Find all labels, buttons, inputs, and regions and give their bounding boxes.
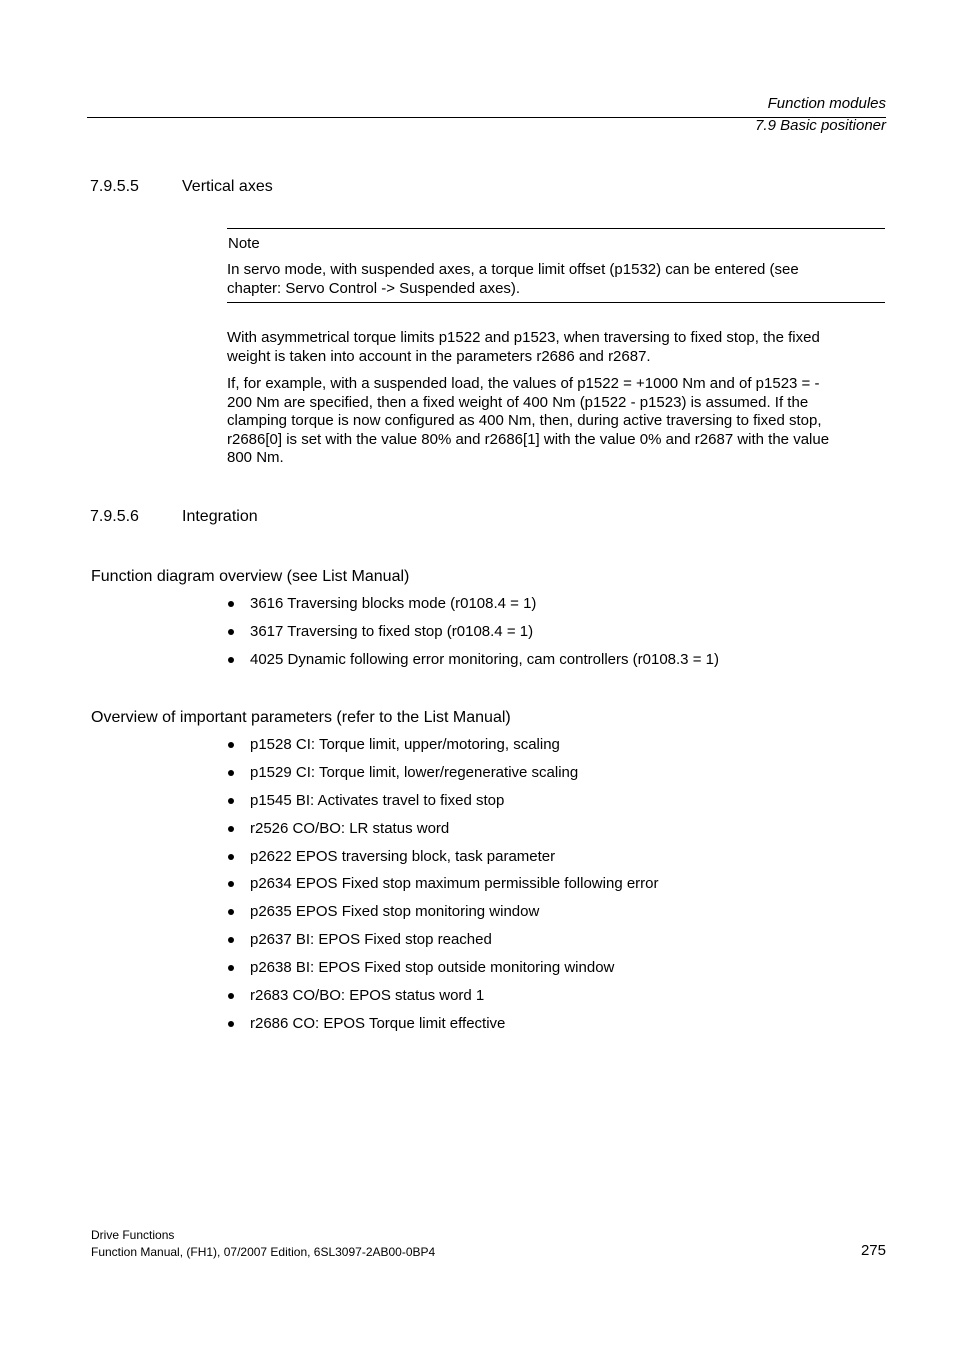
note-bottom-rule — [227, 302, 885, 303]
parameters-list — [227, 736, 659, 1043]
note-top-rule — [227, 228, 885, 229]
paragraph-line: With asymmetrical torque limits p1522 and p1523, when traversing to fixed stop, the fixed — [227, 329, 820, 346]
running-header-section: 7.9 Basic positioner — [755, 117, 886, 134]
list-item: p2622 EPOS traversing block, task parameter — [227, 848, 659, 876]
list-item: p1529 CI: Torque limit, lower/regenerative scaling — [227, 764, 659, 792]
list-item: p1528 CI: Torque limit, upper/motoring, scaling — [227, 736, 659, 764]
paragraph-line: 200 Nm are specified, then a fixed weight of 400 Nm (p1522 - p1523) is assumed. If the — [227, 393, 809, 411]
page-footer — [91, 1227, 435, 1260]
paragraph-line: 800 Nm. — [227, 449, 284, 466]
paragraph-line: r2686[0] is set with the value 80% and r2686[1] with the value 0% and r2687 with the value — [227, 430, 830, 448]
note-label: Note — [228, 235, 260, 252]
parameters-heading: Overview of important parameters (refer to the List Manual) — [91, 709, 511, 726]
list-item: p2634 EPOS Fixed stop maximum permissible following error — [227, 875, 659, 903]
section-number-integration: 7.9.5.6 — [90, 508, 139, 525]
list-item: 3616 Traversing blocks mode (r0108.4 = 1) — [227, 595, 719, 623]
paragraph-line: weight is taken into account in the parameters r2686 and r2687. — [227, 347, 651, 365]
list-item: r2686 CO: EPOS Torque limit effective — [227, 1015, 659, 1043]
footer-product: Drive Functions — [91, 1228, 175, 1242]
list-item: 3617 Traversing to fixed stop (r0108.4 = 1) — [227, 623, 719, 651]
list-item: p2638 BI: EPOS Fixed stop outside monitoring window — [227, 959, 659, 987]
function-diagram-list — [227, 595, 719, 679]
paragraph-asymmetrical-limits — [227, 329, 882, 366]
list-item: p1545 BI: Activates travel to fixed stop — [227, 792, 659, 820]
note-text — [227, 261, 882, 298]
page-number: 275 — [860, 1242, 886, 1259]
paragraph-example — [227, 375, 882, 468]
list-item: p2637 BI: EPOS Fixed stop reached — [227, 931, 659, 959]
note-text-line: In servo mode, with suspended axes, a torque limit offset (p1532) can be entered (see — [227, 261, 799, 278]
list-item: r2526 CO/BO: LR status word — [227, 820, 659, 848]
section-title-integration: Integration — [182, 508, 258, 525]
section-title-vertical-axes: Vertical axes — [182, 178, 273, 195]
list-item: r2683 CO/BO: EPOS status word 1 — [227, 987, 659, 1015]
note-text-line: chapter: Servo Control -> Suspended axes). — [227, 279, 521, 297]
section-number-vertical-axes: 7.9.5.5 — [90, 178, 139, 195]
footer-manual-info: Function Manual, (FH1), 07/2007 Edition, 6SL3097-2AB00-0BP4 — [91, 1244, 436, 1259]
paragraph-line: clamping torque is now configured as 400 Nm, then, during active traversing to fixed stop, — [227, 412, 822, 429]
list-item: p2635 EPOS Fixed stop monitoring window — [227, 903, 659, 931]
list-item: 4025 Dynamic following error monitoring, cam controllers (r0108.3 = 1) — [227, 651, 719, 679]
paragraph-line: If, for example, with a suspended load, the values of p1522 = +1000 Nm and of p1523 = - — [227, 375, 820, 392]
running-header-chapter: Function modules — [767, 95, 886, 112]
function-diagram-heading: Function diagram overview (see List Manual) — [91, 568, 410, 585]
